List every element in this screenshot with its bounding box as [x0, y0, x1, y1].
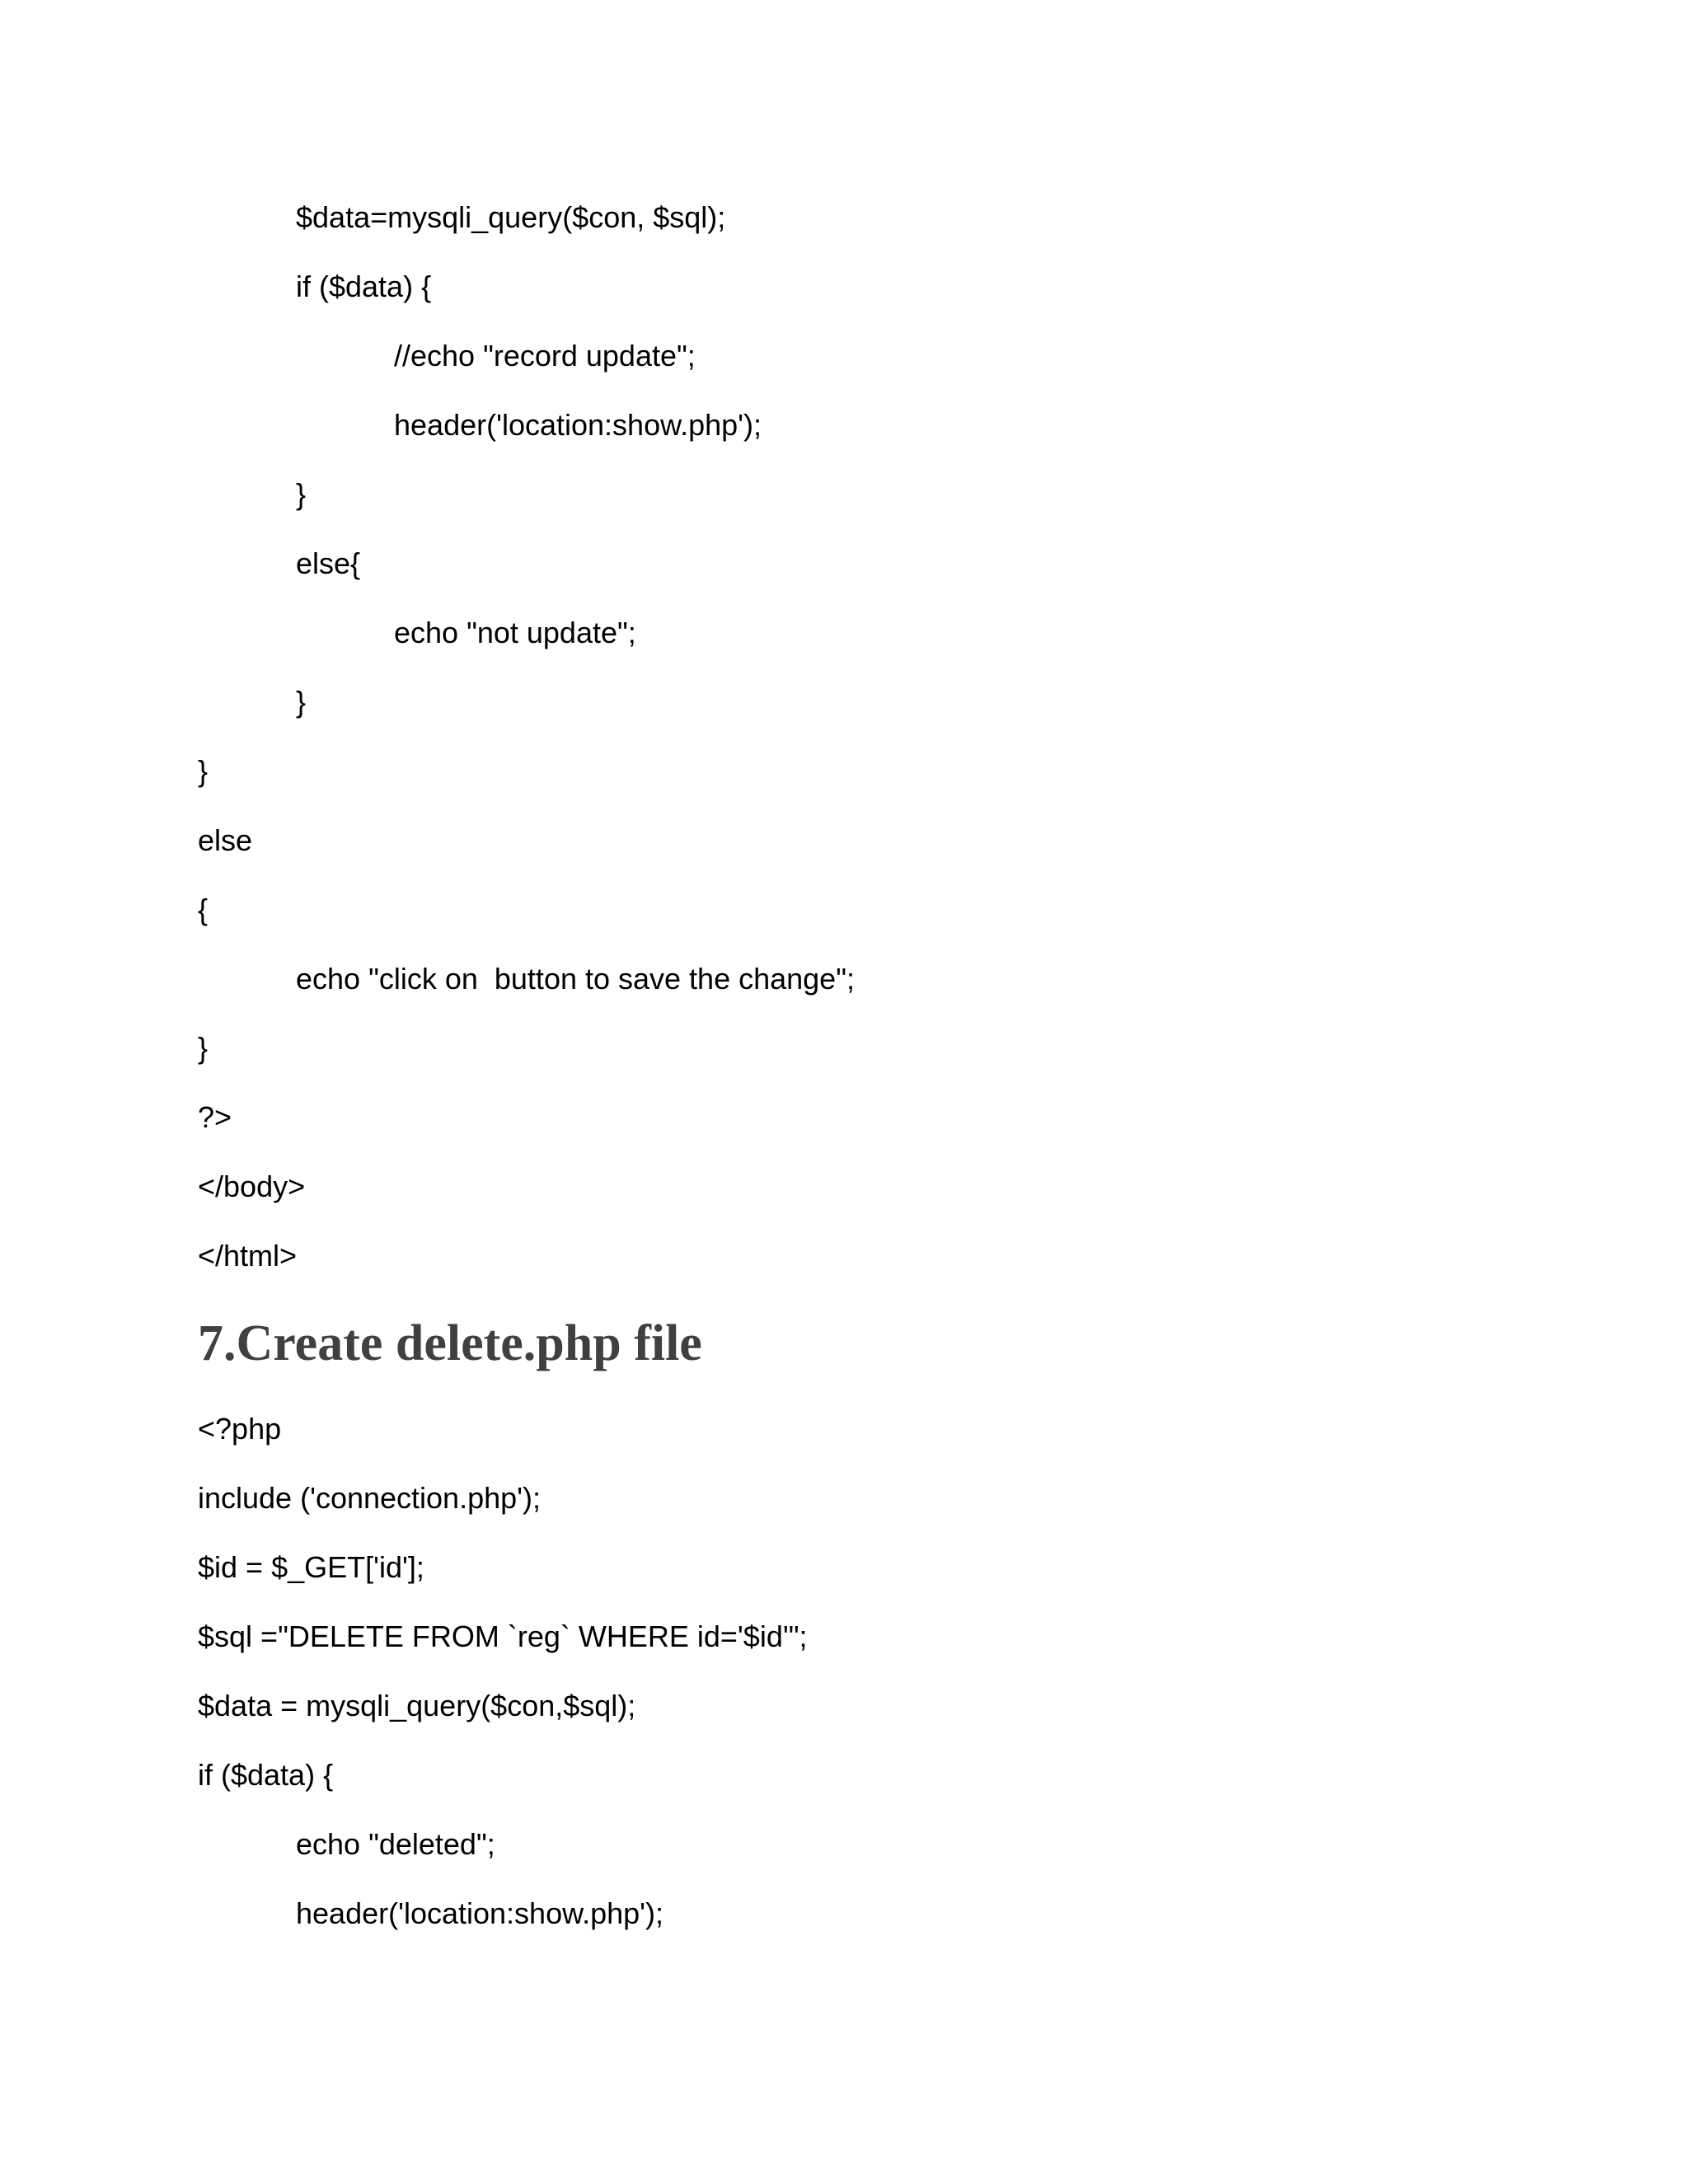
code-line: </html>: [198, 1239, 298, 1272]
code-line: $data = mysqli_query($con,$sql);: [198, 1689, 636, 1722]
code-line: }: [296, 685, 307, 719]
code-line: }: [296, 477, 307, 511]
code-line: }: [198, 1031, 209, 1065]
code-line: </body>: [198, 1169, 306, 1203]
code-line: $data=mysqli_query($con, $sql);: [296, 200, 726, 234]
code-line: }: [198, 754, 209, 788]
section-heading: 7.Create delete.php file: [198, 1315, 702, 1371]
code-line: include ('connection.php');: [198, 1481, 542, 1515]
code-line: if ($data) {: [198, 1758, 334, 1792]
code-line: echo "deleted";: [296, 1827, 495, 1861]
code-line: else{: [296, 546, 361, 580]
code-line: ?>: [198, 1100, 232, 1134]
code-line: $sql ="DELETE FROM `reg` WHERE id='$id'";: [198, 1619, 808, 1653]
code-line: <?php: [198, 1412, 282, 1446]
code-line: $id = $_GET['id'];: [198, 1550, 424, 1584]
code-line: else: [198, 823, 253, 857]
code-line: header('location:show.php');: [394, 408, 762, 442]
code-line: echo "click on button to save the change";: [296, 962, 855, 996]
code-line: header('location:show.php');: [296, 1896, 664, 1930]
code-line: if ($data) {: [296, 269, 432, 303]
code-line: {: [198, 893, 209, 926]
code-line: //echo "record update";: [394, 339, 696, 373]
code-line: echo "not update";: [394, 616, 636, 649]
